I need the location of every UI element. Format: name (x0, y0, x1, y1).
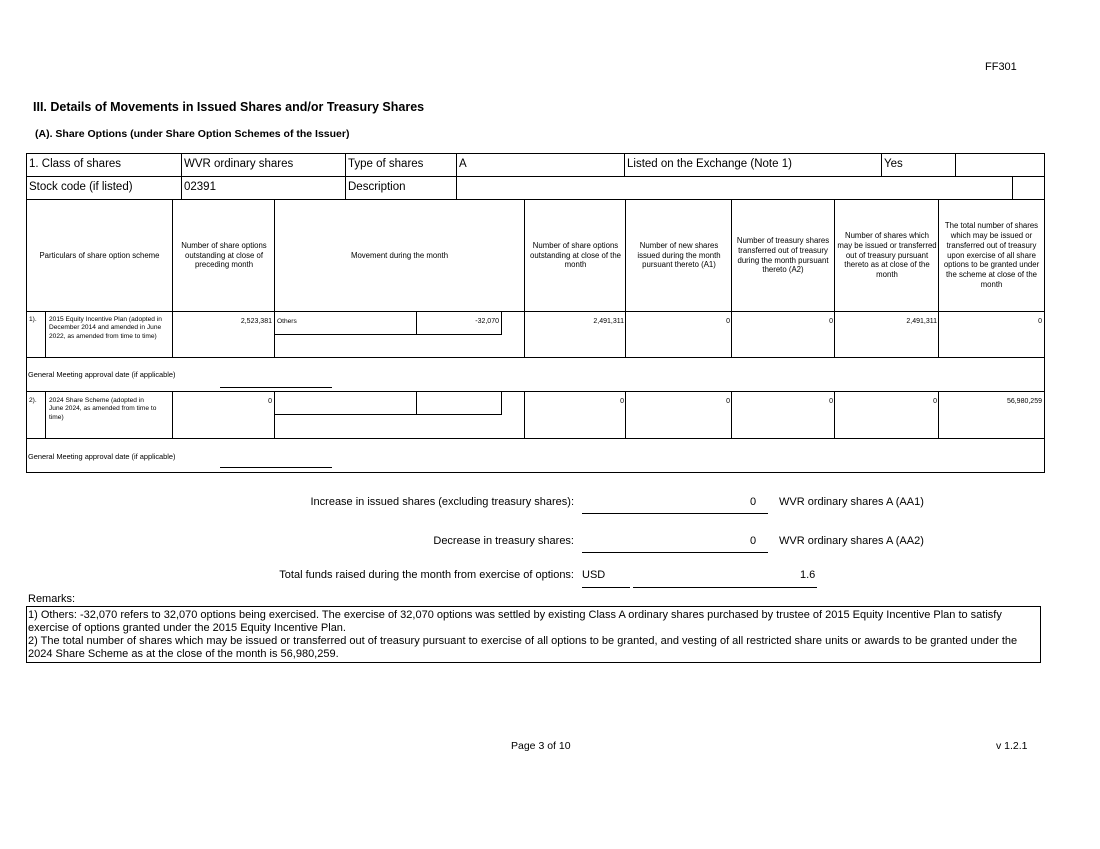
total-number-value: 56,980,259 (1006, 398, 1042, 405)
header-may-be-issued: Number of shares which may be issued or transferred out of treasury pursuant thereto as at close of the month (837, 231, 937, 280)
decrease-unit: WVR ordinary shares A (AA2) (779, 535, 924, 547)
header-new-shares: Number of new shares issued during the month pursuant thereto (A1) (637, 240, 721, 270)
gm-approval-label: General Meeting approval date (if applicable) (28, 370, 176, 379)
page-number: Page 3 of 10 (511, 740, 571, 752)
form-code: FF301 (985, 61, 1017, 73)
increase-value: 0 (750, 496, 757, 508)
section-title: III. Details of Movements in Issued Shares and/or Treasury Shares (33, 100, 425, 114)
scheme-name: 2015 Equity Incentive Plan (adopted in December 2014 and amended in June 2022, as amended from time to time) (49, 316, 162, 340)
funds-currency: USD (582, 569, 606, 581)
class-of-shares-value: WVR ordinary shares (184, 158, 294, 170)
new-shares-value: 0 (726, 398, 730, 405)
header-outstanding-close: Number of share options outstanding at close of the month (529, 240, 622, 270)
header-particulars: Particulars of share option scheme (39, 250, 160, 260)
header-movement: Movement during the month (350, 250, 449, 260)
outstanding-preceding-value: 2,523,381 (240, 318, 272, 325)
stock-code-value: 02391 (184, 181, 216, 193)
movement-value: -32,070 (475, 318, 499, 325)
row-index: 1). (29, 316, 37, 323)
remark-2: 2) The total number of shares which may be issued or transferred out of treasury pursuant to exercise of all options to be granted, and vesting of all restricted share units or awards to be granted under the 2024 Share Scheme as at the close of the month is 56,980,259. (28, 635, 1018, 660)
treasury-transferred-value: 0 (829, 398, 833, 405)
header-total-number: The total number of shares which may be issued or transferred out of treasury upon exercise of all share options to be granted under the scheme at close of the month (943, 221, 1040, 289)
row-index: 2). (29, 397, 37, 404)
may-be-issued-value: 2,491,311 (906, 318, 937, 325)
listed-label: Listed on the Exchange (Note 1) (627, 158, 792, 170)
header-outstanding-preceding: Number of share options outstanding at close of preceding month (181, 240, 267, 270)
outstanding-close-value: 2,491,311 (593, 318, 624, 325)
decrease-value: 0 (750, 535, 757, 547)
outstanding-close-value: 0 (620, 398, 624, 405)
may-be-issued-value: 0 (933, 398, 937, 405)
funds-label: Total funds raised during the month from exercise of options: (279, 569, 574, 581)
outstanding-preceding-value: 0 (268, 398, 272, 405)
listed-value: Yes (884, 158, 903, 170)
type-of-shares-value: A (459, 158, 467, 170)
remark-1: 1) Others: -32,070 refers to 32,070 options being exercised. The exercise of 32,070 options was settled by existing Class A ordinary shares purchased by trustee of 2015 Equity Incentive Plan to satisfy exercise of options granted under the 2015 Equity Incentive Plan. (28, 609, 1002, 634)
decrease-label: Decrease in treasury shares: (433, 535, 574, 547)
header-treasury-transferred: Number of treasury shares transferred out of treasury during the month pursuant thereto (A2) (736, 235, 830, 275)
share-options-table (26, 153, 1045, 473)
new-shares-value: 0 (726, 318, 730, 325)
increase-label: Increase in issued shares (excluding treasury shares): (310, 496, 574, 508)
funds-value: 1.6 (800, 569, 816, 581)
increase-unit: WVR ordinary shares A (AA1) (779, 496, 924, 508)
stock-code-label: Stock code (if listed) (29, 181, 133, 193)
movement-type: Others (277, 318, 297, 325)
total-number-value: 0 (1038, 318, 1042, 325)
class-of-shares-label: 1. Class of shares (29, 158, 122, 170)
description-label: Description (348, 181, 406, 193)
remarks-box (26, 606, 1041, 663)
type-of-shares-label: Type of shares (348, 158, 424, 170)
version: v 1.2.1 (996, 740, 1028, 752)
scheme-name: 2024 Share Scheme (adopted in June 2024, as amended from time to time) (49, 397, 157, 421)
subsection-title: (A). Share Options (under Share Option Schemes of the Issuer) (35, 128, 350, 140)
gm-approval-label: General Meeting approval date (if applicable) (28, 452, 176, 461)
treasury-transferred-value: 0 (829, 318, 833, 325)
remarks-label: Remarks: (28, 593, 76, 605)
